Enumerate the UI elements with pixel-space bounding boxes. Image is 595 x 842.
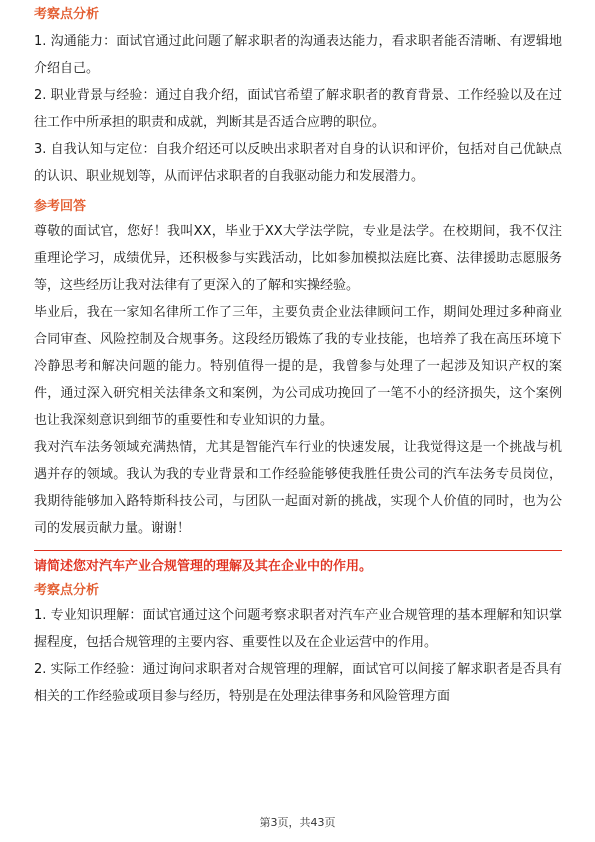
analysis-point-1: 1. 沟通能力：面试官通过此问题了解求职者的沟通表达能力，看求职者能否清晰、有逻辑地介绍自己。 [34, 34, 562, 76]
q2-analysis-point-2: 2. 实际工作经验：通过询问求职者对合规管理的理解，面试官可以间接了解求职者是否具有相关的工作经验或项目参与经历，特别是在处理法律事务和风险管理方面 [34, 662, 562, 704]
section-heading-analysis-2: 考察点分析 [34, 583, 100, 598]
question-divider [34, 550, 562, 551]
q2-analysis-point-1: 1. 专业知识理解：面试官通过这个问题考察求职者对汽车产业合规管理的基本理解和知识掌握程度，包括合规管理的主要内容、重要性以及在企业运营中的作用。 [34, 608, 562, 650]
analysis-point-3: 3. 自我认知与定位：自我介绍还可以反映出求职者对自身的认识和评价，包括对自己优缺点的认识、职业规划等，从而评估求职者的自我驱动能力和发展潜力。 [34, 142, 562, 184]
question-title: 请简述您对汽车产业合规管理的理解及其在企业中的作用。 [34, 559, 373, 574]
answer-paragraph-3: 我对汽车法务领域充满热情，尤其是智能汽车行业的快速发展，让我觉得这是一个挑战与机遇并存的领域。我认为我的专业背景和工作经验能够使我胜任贵公司的汽车法务专员岗位，我期待能够加入路特斯科技公司，与团队一起面对新的挑战，实现个人价值的同时，也为公司的发展贡献力量。谢谢！ [34, 440, 562, 536]
section-heading-analysis: 考察点分析 [34, 7, 100, 22]
page-number: 第3页，共43页 [259, 816, 336, 829]
section-heading-answer: 参考回答 [34, 199, 87, 214]
answer-paragraph-2: 毕业后，我在一家知名律所工作了三年，主要负责企业法律顾问工作，期间处理过多种商业合同审查、风险控制及合规事务。这段经历锻炼了我的专业技能，也培养了我在高压环境下冷静思考和解决问题的能力。特别值得一提的是，我曾参与处理了一起涉及知识产权的案件，通过深入研究相关法律条文和案例，为公司成功挽回了一笔不小的经济损失，这个案例也让我深刻意识到细节的重要性和专业知识的力量。 [34, 305, 562, 428]
document-page [34, 4, 562, 710]
analysis-point-2: 2. 职业背景与经验：通过自我介绍，面试官希望了解求职者的教育背景、工作经验以及在过往工作中所承担的职责和成就，判断其是否适合应聘的职位。 [34, 88, 562, 130]
answer-paragraph-1: 尊敬的面试官，您好！我叫XX，毕业于XX大学法学院，专业是法学。在校期间，我不仅注重理论学习，成绩优异，还积极参与实践活动，比如参加模拟法庭比赛、法律援助志愿服务等，这些经历让我对法律有了更深入的了解和实操经验。 [34, 224, 562, 293]
